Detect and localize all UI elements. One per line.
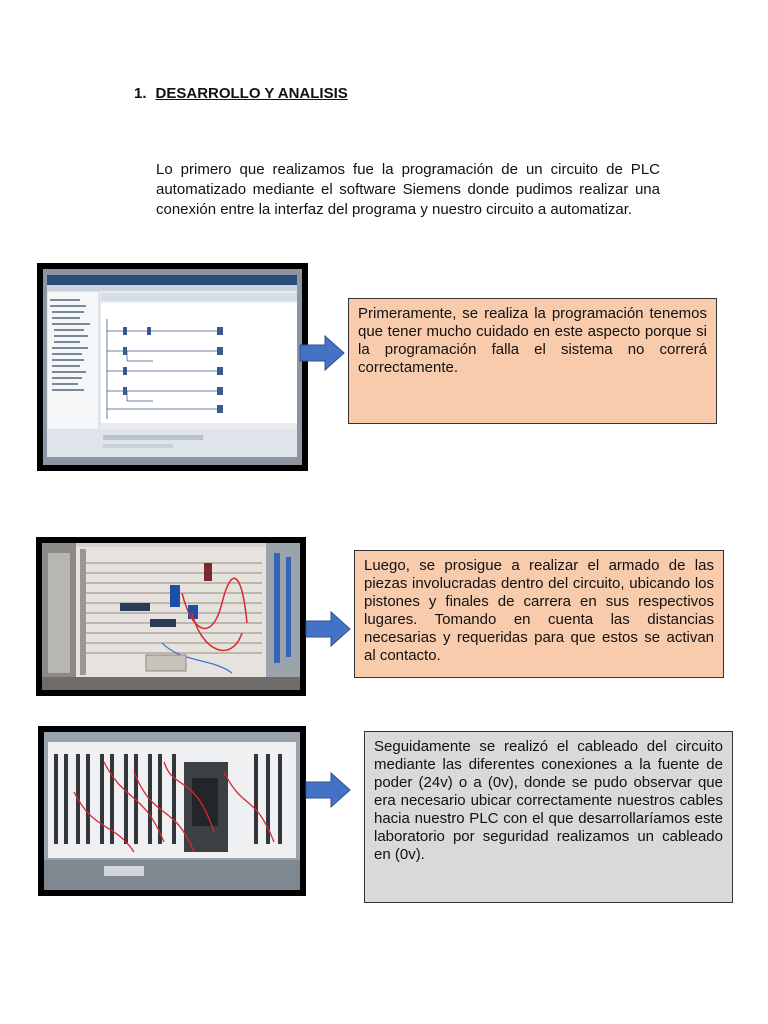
step-2-text: Luego, se prosigue a realizar el armado de las piezas involucradas dentro del circuito, ubicando los pistones y finales de carrera en sus respectivos lugares. Tomando en cuenta las distancias necesarias y requeridas para que estos se activan al contacto. <box>364 557 714 664</box>
assembly-drawing <box>42 543 300 690</box>
step-1-textbox <box>348 298 717 424</box>
plc-wiring-panel-photo <box>38 726 306 896</box>
step-1-text: Primeramente, se realiza la programación tenemos que tener mucho cuidado en este aspecto porque si la programación falla el sistema no correrá correctamente. <box>358 305 707 376</box>
arrow-right-icon <box>305 611 351 647</box>
section-number: 1. <box>134 85 147 102</box>
arrow-right-icon <box>305 772 351 808</box>
section-heading <box>134 85 348 102</box>
step-2-textbox <box>354 550 724 678</box>
arrow-right-icon <box>299 335 345 371</box>
pneumatic-assembly-photo <box>36 537 306 696</box>
section-title: DESARROLLO Y ANALISIS <box>155 85 348 102</box>
step-3-textbox <box>364 731 733 903</box>
step-3-text: Seguidamente se realizó el cableado del circuito mediante las diferentes conexiones a la fuente de poder (24v) o a (0v), donde se pudo observar que era necesario ubicar correctamente nuestros cables hacia nuestro PLC con el que desarrollaríamos este laboratorio por seguridad realizamos un cableado en (0v). <box>374 738 723 863</box>
software-screen-drawing <box>43 269 302 465</box>
wiring-panel-drawing <box>44 732 300 890</box>
plc-software-screen-photo <box>37 263 308 471</box>
intro-paragraph: Lo primero que realizamos fue la programación de un circuito de PLC automatizado mediante el software Siemens donde pudimos realizar una conexión entre la interfaz del programa y nuestro circuito a automatizar. <box>156 161 660 218</box>
